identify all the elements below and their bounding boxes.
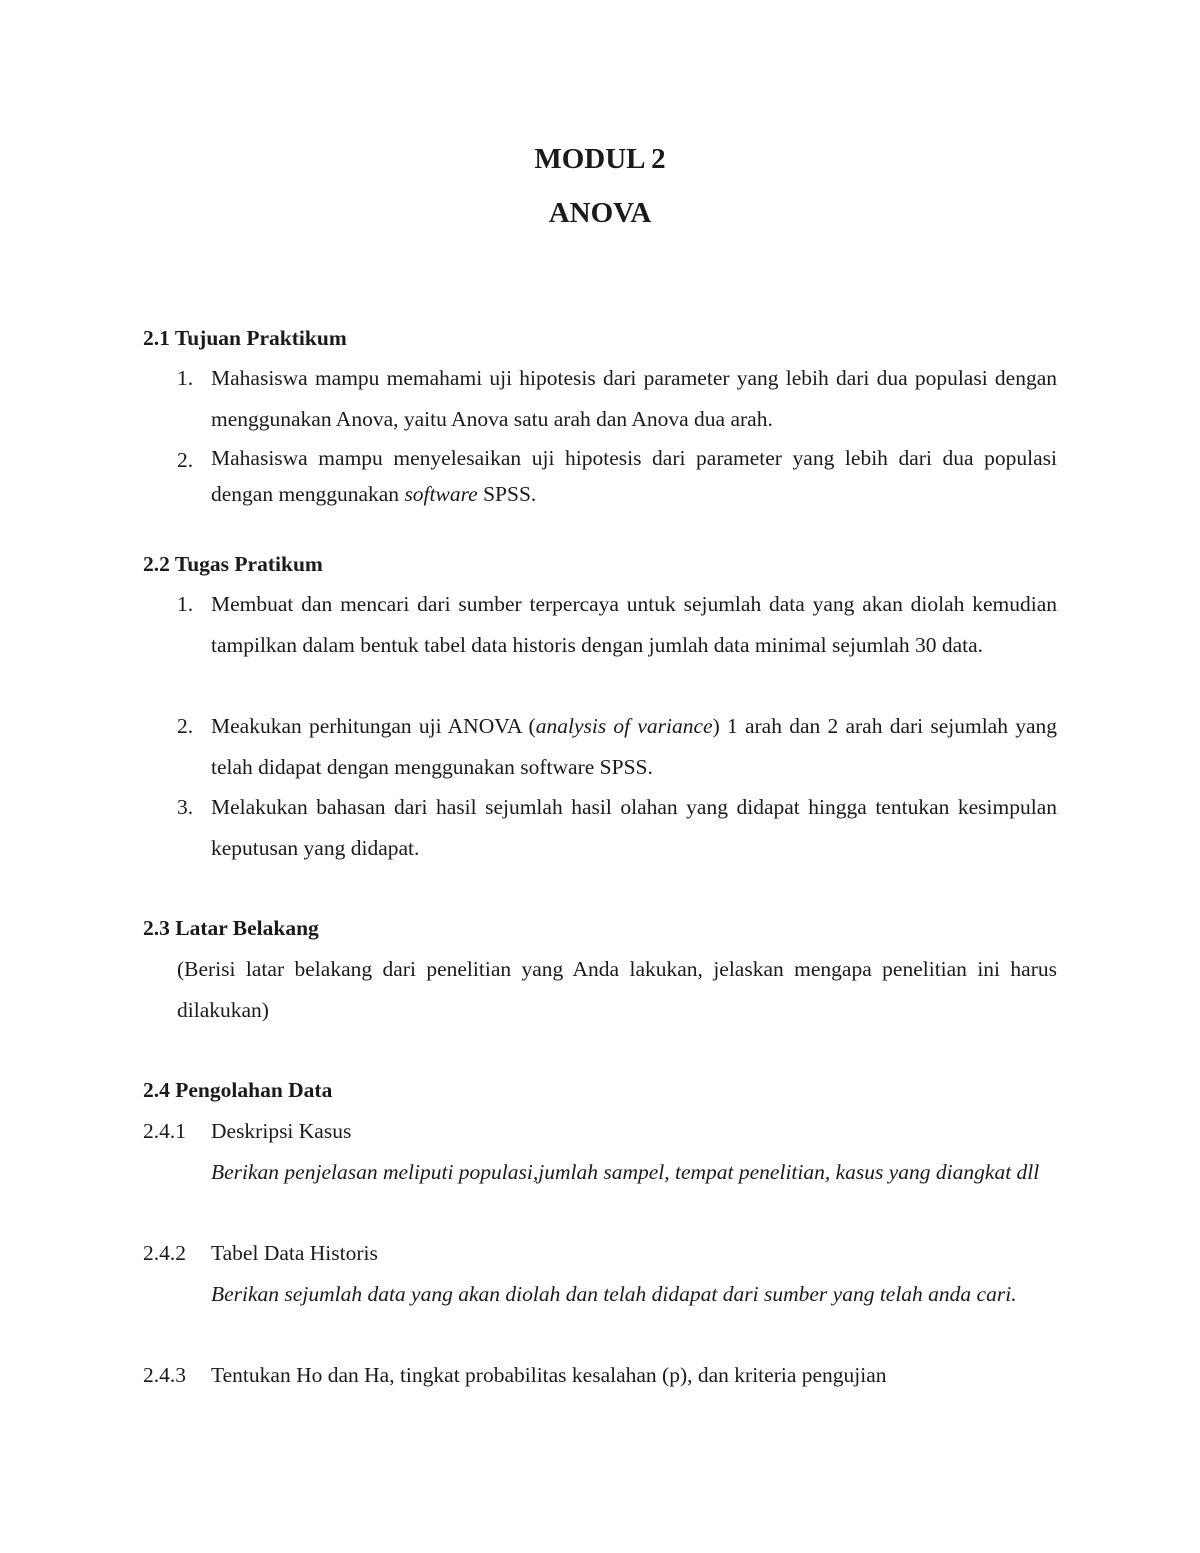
latar-belakang-text: (Berisi latar belakang dari penelitian yang Anda lakukan, jelaskan mengapa penelitian ini harus dilakukan): [177, 957, 1057, 1022]
list-number: 3.: [177, 795, 194, 819]
subsection-number: 2.4.2: [143, 1241, 186, 1265]
subsection-title: Tabel Data Historis: [211, 1241, 378, 1265]
heading-latar-belakang: 2.3 Latar Belakang: [143, 916, 319, 940]
list-number: 2.: [177, 714, 194, 738]
subsection-number: 2.4.3: [143, 1363, 186, 1387]
module-subtitle: ANOVA: [548, 197, 652, 229]
list-item-text: Melakukan bahasan dari hasil sejumlah hasil olahan yang didapat hingga tentukan kesimpulan keputusan yang didapat.: [211, 795, 1057, 860]
heading-pengolahan-data: 2.4 Pengolahan Data: [143, 1078, 333, 1102]
list-item-text: Mahasiswa mampu memahami uji hipotesis dari parameter yang lebih dari dua populasi dengan menggunakan Anova, yaitu Anova satu arah dan Anova dua arah.: [211, 366, 1057, 431]
list-item-text: Meakukan perhitungan uji ANOVA (analysis of variance) 1 arah dan 2 arah dari sejumlah yang telah didapat dengan menggunakan software SPSS.: [211, 714, 1057, 779]
subsection-description: Berikan penjelasan meliputi populasi,jumlah sampel, tempat penelitian, kasus yang diangkat dll: [211, 1160, 1040, 1184]
list-number: 1.: [177, 366, 194, 390]
list-item-text: Membuat dan mencari dari sumber terpercaya untuk sejumlah data yang akan diolah kemudian tampilkan dalam bentuk tabel data historis dengan jumlah data minimal sejumlah 30 data.: [211, 592, 1057, 657]
heading-tujuan-praktikum: 2.1 Tujuan Praktikum: [143, 326, 347, 350]
list-item-text: Mahasiswa mampu menyelesaikan uji hipotesis dari parameter yang lebih dari dua populasi dengan menggunakan software SPSS.: [211, 446, 1057, 506]
subsection-description: Berikan sejumlah data yang akan diolah dan telah didapat dari sumber yang telah anda cari.: [211, 1282, 1017, 1306]
list-number: 2.: [177, 448, 194, 472]
subsection-title: Deskripsi Kasus: [211, 1119, 352, 1143]
module-title: MODUL 2: [534, 143, 666, 175]
subsection-title: Tentukan Ho dan Ha, tingkat probabilitas kesalahan (p), dan kriteria pengujian: [211, 1363, 887, 1387]
list-number: 1.: [177, 592, 194, 616]
subsection-number: 2.4.1: [143, 1119, 186, 1143]
heading-tugas-pratikum: 2.2 Tugas Pratikum: [143, 552, 323, 576]
